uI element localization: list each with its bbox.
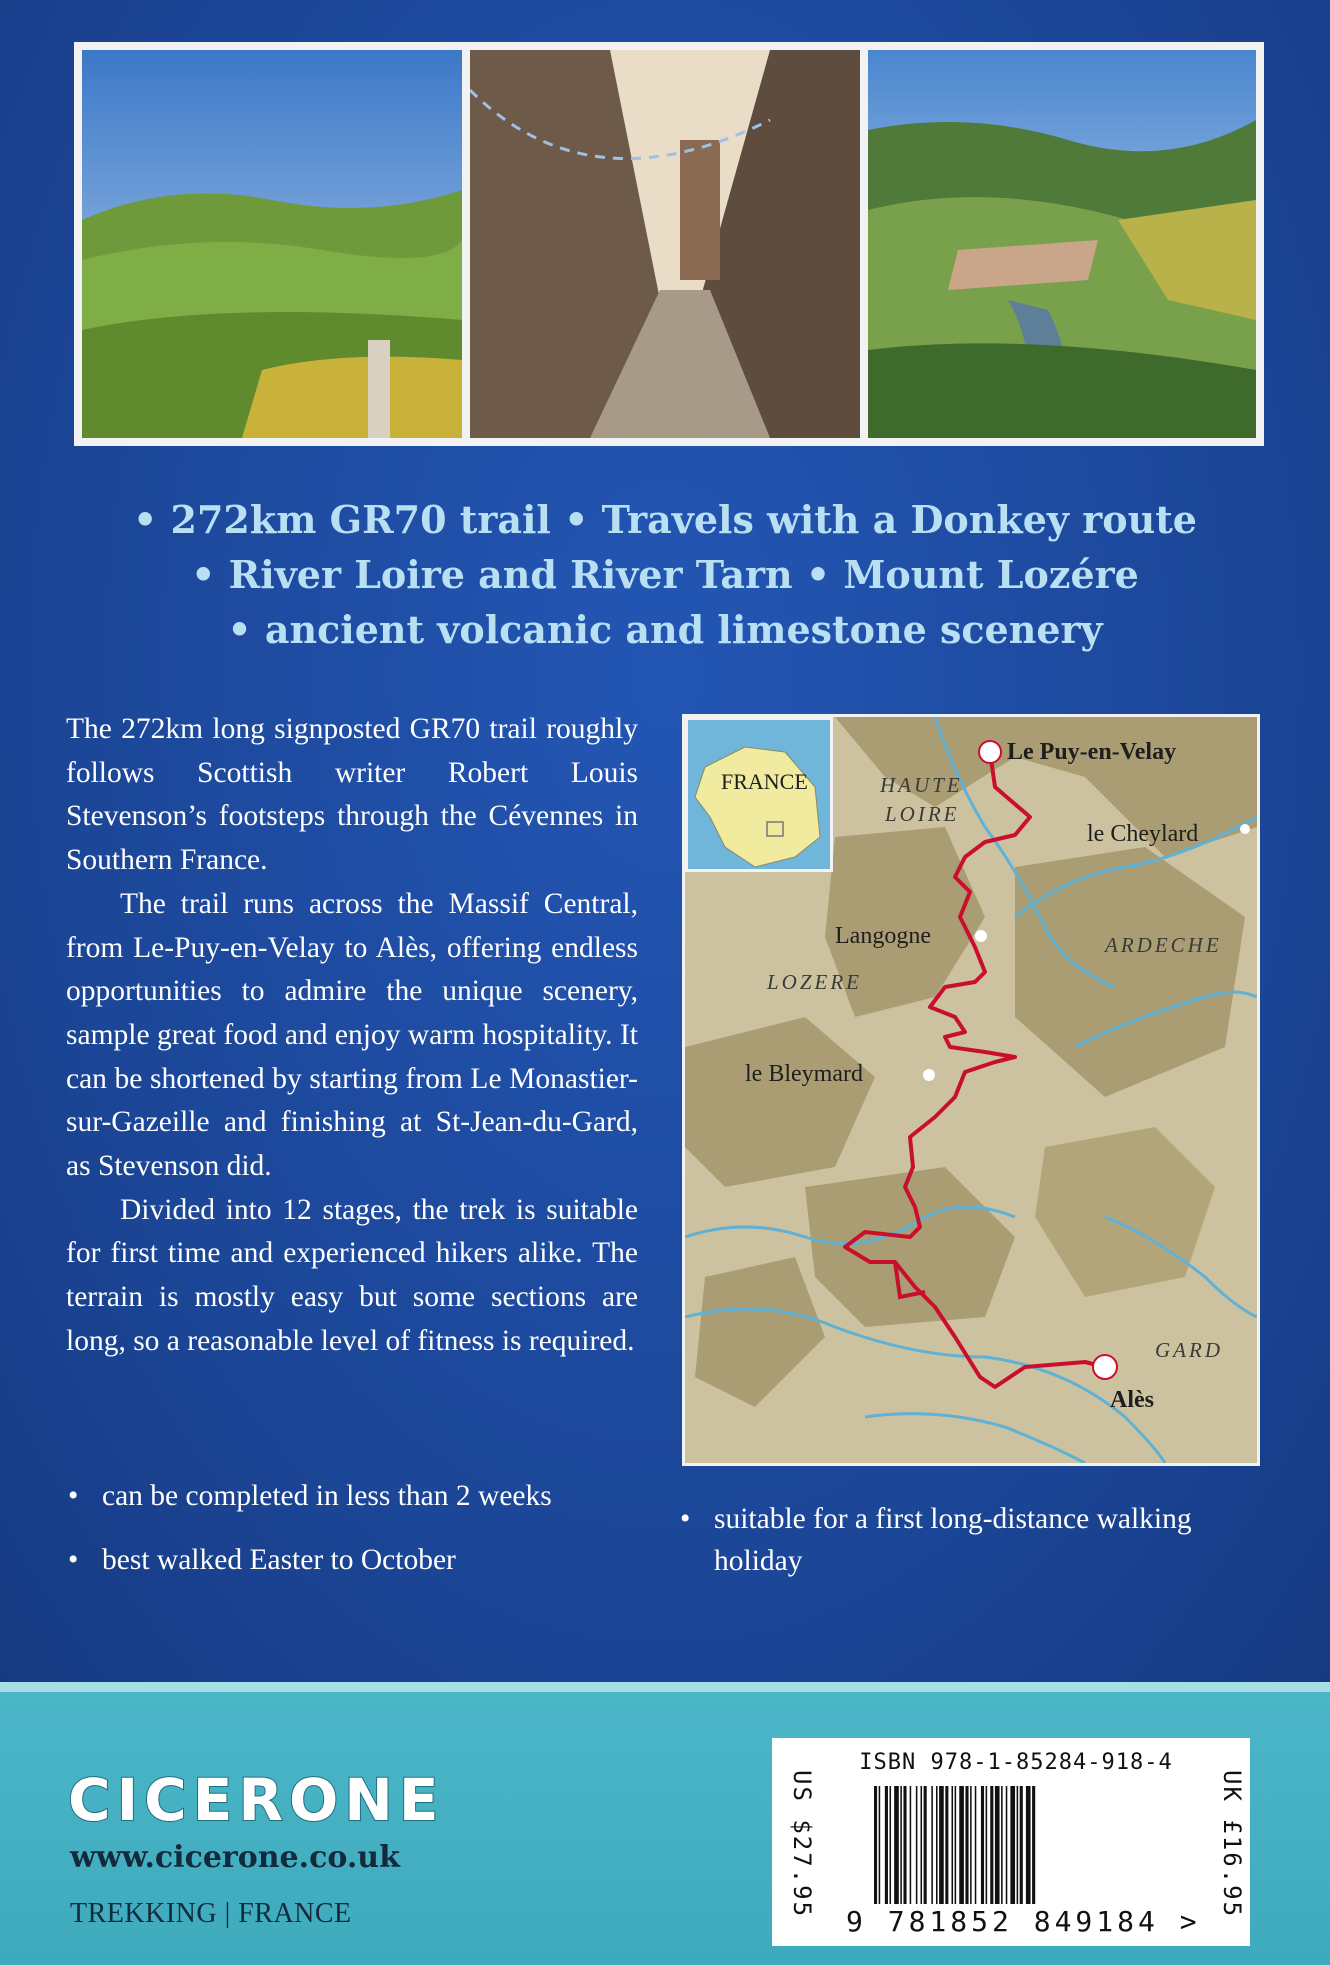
isbn-text: ISBN 978-1-85284-918-4 — [859, 1750, 1173, 1775]
route-map — [682, 714, 1260, 1466]
photo-strip — [74, 42, 1264, 446]
publisher-logo: CICERONE — [68, 1766, 445, 1834]
town-label-end: Alès — [1110, 1387, 1154, 1413]
town-label: Langogne — [835, 923, 931, 949]
isbn-digits: 9 781852 849184 > — [846, 1905, 1201, 1938]
photo-valley-village — [868, 50, 1256, 438]
region-label: HAUTE — [880, 773, 963, 797]
feature-item: • suitable for a first long-distance walking holiday — [678, 1498, 1278, 1582]
barcode-bars — [874, 1786, 1174, 1904]
photo-green-hills — [82, 50, 462, 438]
price-uk: UK £16.95 — [1218, 1769, 1246, 1919]
inset-label: FRANCE — [721, 769, 808, 794]
publisher-website[interactable]: www.cicerone.co.uk — [70, 1840, 400, 1875]
highlights — [60, 492, 1270, 657]
band-divider — [0, 1682, 1330, 1692]
feature-list-left — [66, 1475, 626, 1603]
region-label: LOIRE — [885, 802, 960, 826]
book-category: TREKKING | FRANCE — [70, 1898, 352, 1929]
feature-item: • can be completed in less than 2 weeks — [66, 1475, 626, 1517]
feature-list-right — [678, 1498, 1278, 1604]
region-label: GARD — [1155, 1338, 1223, 1362]
photo-old-street — [470, 50, 860, 438]
feature-item: • best walked Easter to October — [66, 1539, 626, 1581]
description-paragraph: Divided into 12 stages, the trek is suitable for first time and experienced hikers alike. The terrain is mostly easy but some sections are long, so a reasonable level of fitness is required. — [66, 1193, 638, 1357]
town-label: le Bleymard — [745, 1061, 863, 1087]
town-label-start: Le Puy-en-Velay — [1007, 739, 1177, 765]
description-paragraph: The trail runs across the Massif Central, from Le-Puy-en-Velay to Alès, offering endless opportunities to admire the unique scenery, sample great food and enjoy warm hospitality. It can be shortened by starting from Le Monastier-sur-Gazeille and finishing at St-Jean-du-Gard, as Stevenson did. — [66, 887, 638, 1183]
highlight-line: • River Loire and River Tarn • Mount Lozére — [191, 552, 1139, 597]
region-label: ARDECHE — [1105, 933, 1222, 957]
region-label: LOZERE — [767, 970, 863, 994]
description — [66, 708, 638, 1364]
town-label: le Cheylard — [1087, 821, 1199, 847]
price-us: US $27.95 — [788, 1769, 816, 1919]
highlight-line: • ancient volcanic and limestone scenery — [227, 607, 1103, 652]
highlight-line: • 272km GR70 trail • Travels with a Donkey route — [133, 497, 1197, 542]
description-paragraph: The 272km long signposted GR70 trail roughly follows Scottish writer Robert Louis Stevenson’s footsteps through the Cévennes in Southern France. — [66, 713, 638, 877]
